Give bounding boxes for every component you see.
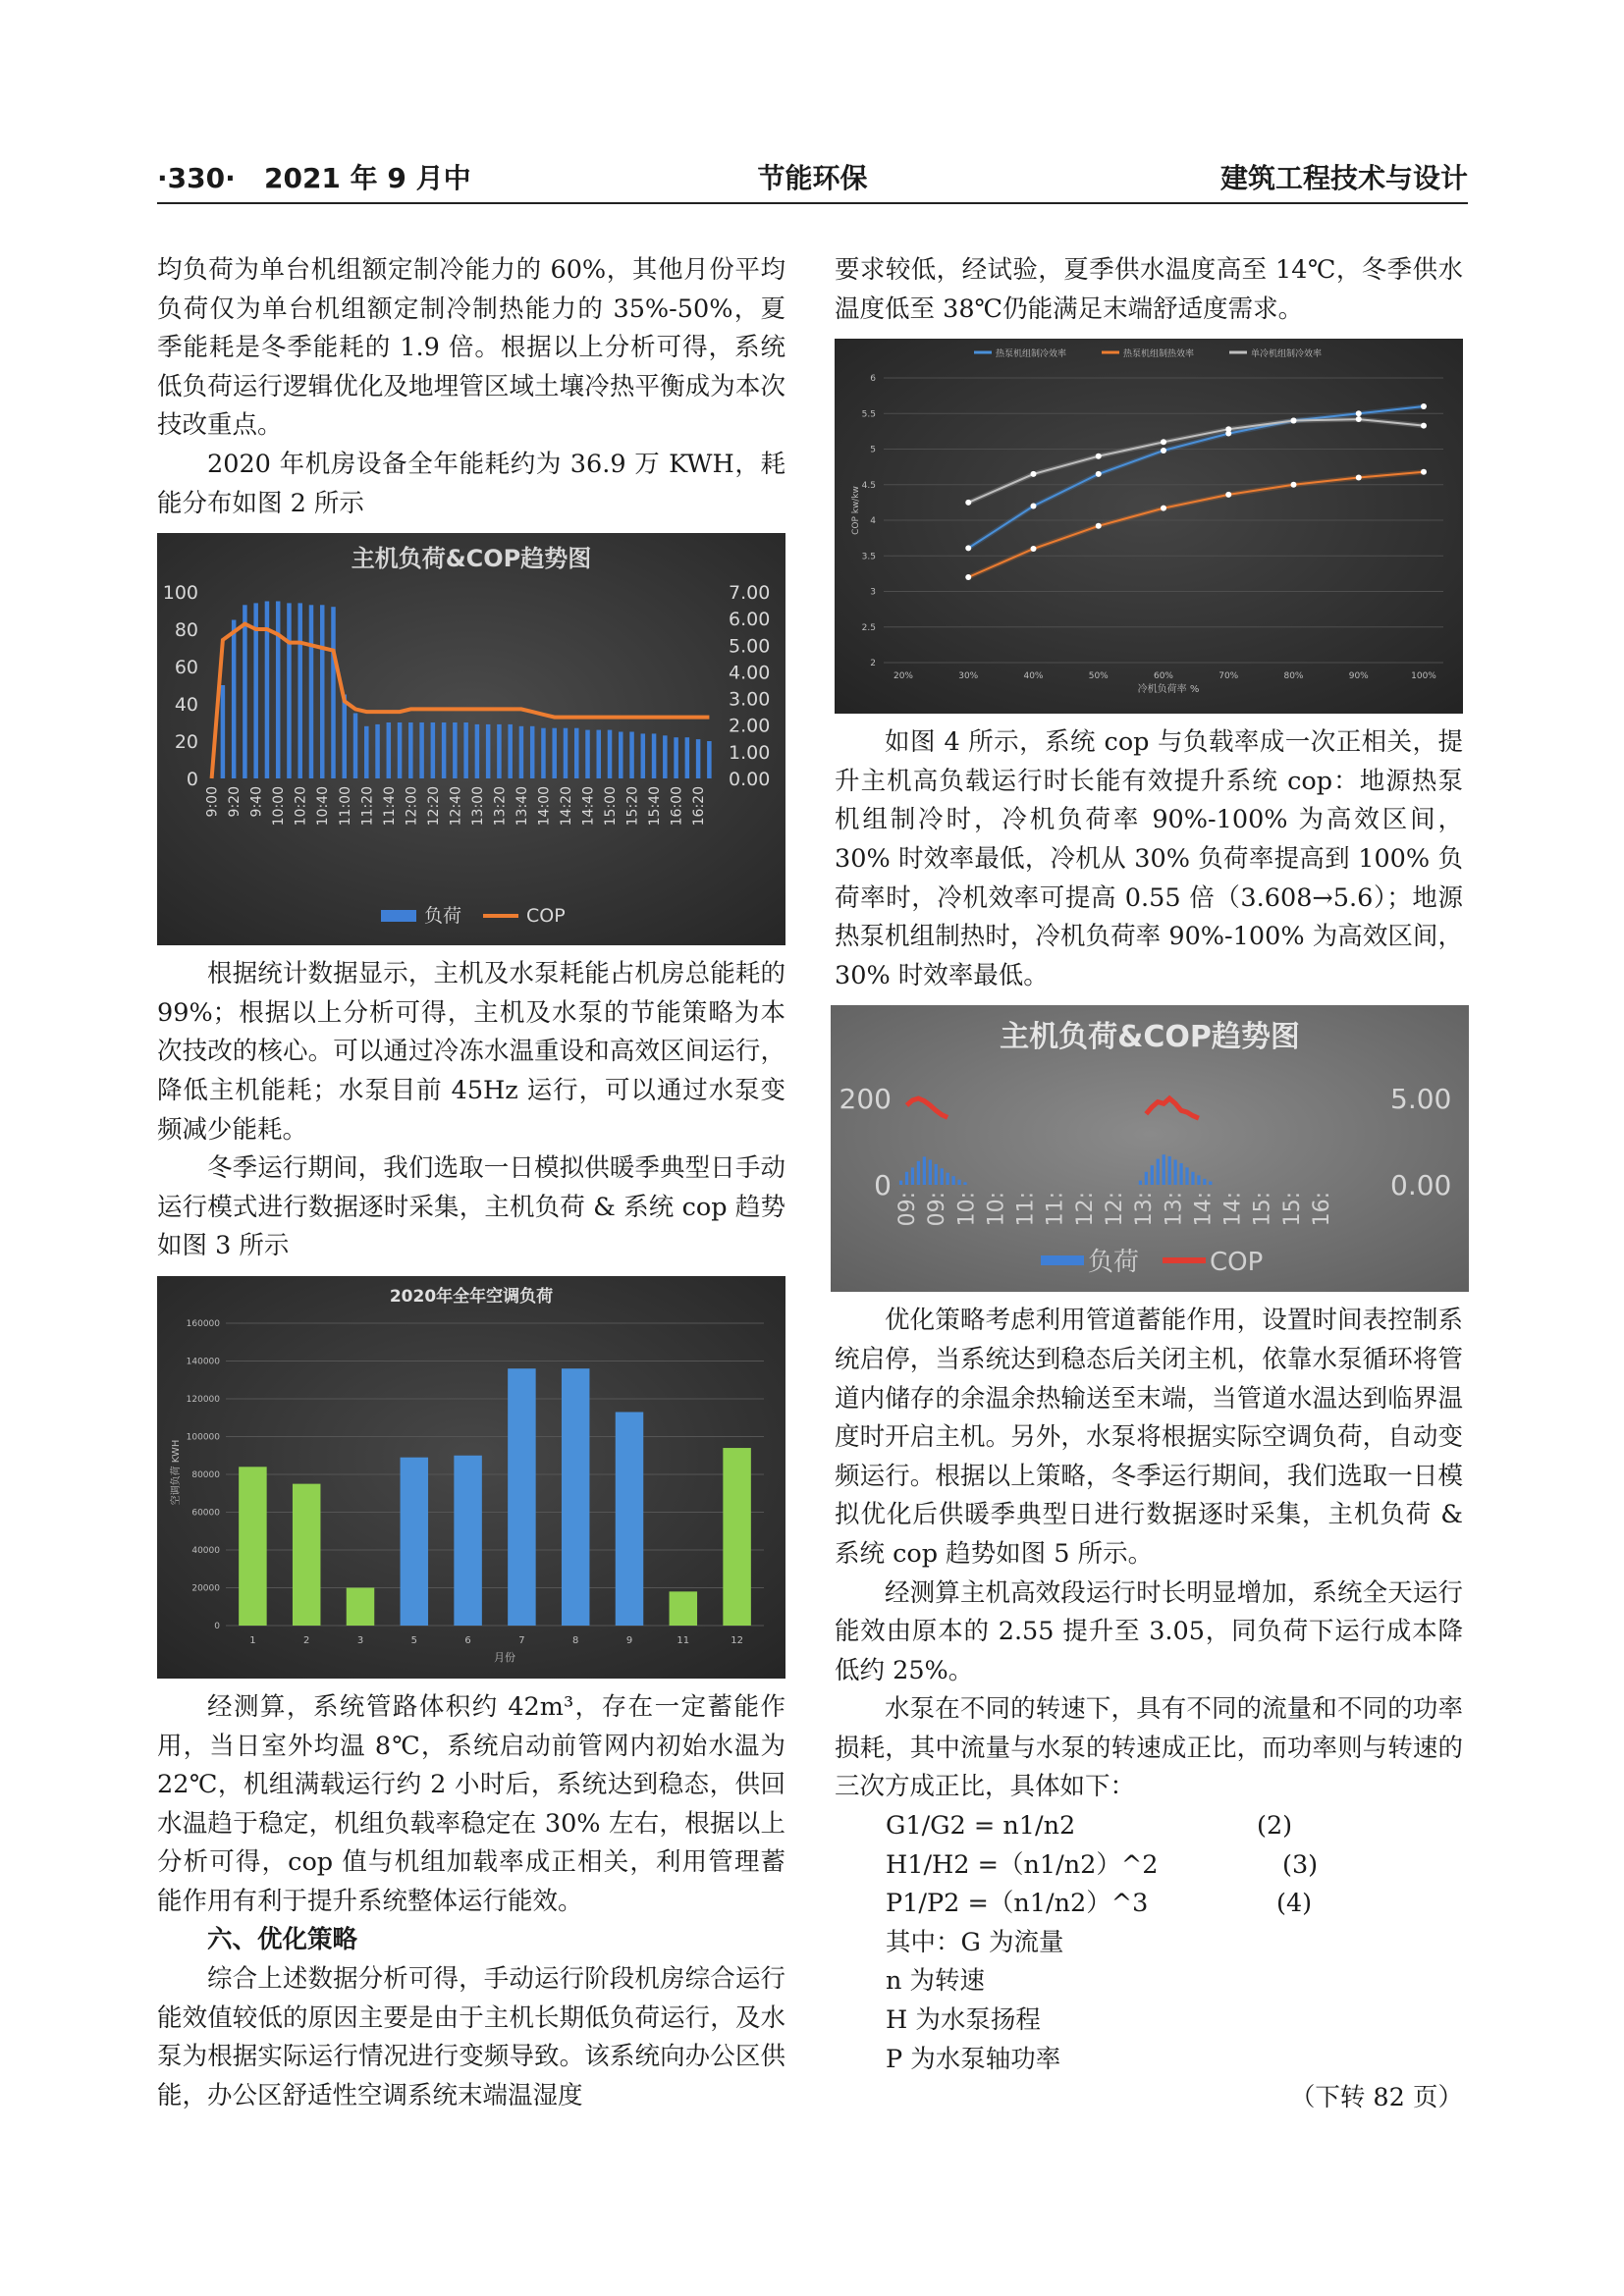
chart-title: 主机负荷&COP趋势图 bbox=[351, 545, 592, 573]
x-tick-label: 11:00 bbox=[337, 786, 353, 827]
series-point bbox=[1291, 418, 1297, 424]
load-bar bbox=[574, 728, 579, 778]
y-tick-label: 5 bbox=[870, 445, 876, 455]
y-tick-label: 200 bbox=[839, 1083, 892, 1116]
load-bar bbox=[486, 724, 491, 778]
series-point bbox=[1356, 416, 1362, 422]
y-tick-label: 100 bbox=[162, 582, 198, 605]
x-tick-label: 100% bbox=[1411, 671, 1436, 682]
load-bar bbox=[619, 732, 623, 779]
paragraph: 2020 年机房设备全年能耗约为 36.9 万 KWH，耗能分布如图 2 所示 bbox=[157, 449, 785, 518]
load-bar bbox=[929, 1160, 932, 1186]
x-tick-label: 9:00 bbox=[204, 786, 221, 818]
x-tick-label: 10: bbox=[984, 1192, 1009, 1227]
legend-label-chiller: 单冷机组制冷效率 bbox=[1251, 349, 1323, 360]
paragraph: 经测算，系统管路体积约 42m³，存在一定蓄能作用，当日室外均温 8℃，系统启动前管网内初始水温为 22℃，机组满载运行约 2 小时后，系统达到稳态，供回水温趋于稳定，机组负载率稳定在 30% 左右，根据以上分析可得，cop 值与机组加载率成正相关，利用管理蓄能作用有利于提升系统整体运行能效。 bbox=[157, 1691, 785, 1916]
legend-swatch-load bbox=[381, 910, 416, 922]
series-point bbox=[965, 546, 971, 552]
load-bar bbox=[331, 607, 336, 778]
load-bar bbox=[320, 605, 325, 778]
load-bar bbox=[923, 1157, 926, 1186]
load-bar bbox=[353, 714, 358, 779]
chart-annual-ac-load bbox=[157, 1276, 785, 1679]
load-bar bbox=[685, 737, 690, 778]
y-tick-label: 0 bbox=[186, 769, 198, 791]
y-tick-label: 120000 bbox=[186, 1394, 220, 1405]
paragraph: 优化策略考虑利用管道蓄能作用，设置时间表控制系统启停，当系统达到稳态后关闭主机，依靠水泵循环将管道内储存的余温余热输送至末端，当管道水温达到临界温度时开启主机。另外，水泵将根据实际空调负荷，自动变频运行。根据以上策略，冬季运行期间，我们选取一日模拟优化后供暖季典型日进行数据逐时采集，主机负荷 & 系统 cop 趋势如图 5 所示。 bbox=[835, 1306, 1463, 1569]
load-bar bbox=[585, 730, 590, 778]
load-bar bbox=[541, 728, 546, 778]
series-point bbox=[1161, 439, 1166, 445]
paragraph: 根据统计数据显示，主机及水泵耗能占机房总能耗的 99%；根据以上分析可得，主机及水泵的节能策略为本次技改的核心。可以通过冷冻水温重设和高效区间运行，降低主机能耗；水泵目前 45Hz 运行，可以通过水泵变频减少能耗。 bbox=[157, 959, 785, 1145]
y2-tick-label: 3.00 bbox=[729, 688, 771, 711]
y-axis-label: COP kw/kw bbox=[851, 486, 861, 536]
equation-number: (2) bbox=[1257, 1811, 1293, 1842]
equation-3 bbox=[835, 1846, 1463, 1886]
x-tick-label: 10:20 bbox=[293, 786, 309, 827]
variable-note: P 为水泵轴功率 bbox=[886, 2044, 1061, 2074]
x-tick-label: 50% bbox=[1088, 671, 1109, 682]
month-bar bbox=[401, 1458, 428, 1626]
x-tick-label: 10:00 bbox=[271, 786, 288, 827]
series-point bbox=[1096, 471, 1102, 477]
load-bar bbox=[564, 728, 568, 778]
series-point bbox=[1096, 523, 1102, 529]
legend-label-cop: COP bbox=[526, 905, 566, 928]
x-tick-label: 16:20 bbox=[691, 786, 708, 827]
load-bar bbox=[1185, 1168, 1188, 1186]
paragraph: 均负荷为单台机组额定制冷能力的 60%，其他月份平均负荷仅为单台机组额定制冷制热能力的 35%-50%，夏季能耗是冬季能耗的 1.9 倍。根据以上分析可得，系统低负荷运行逻辑优化及地埋管区域土壤冷热平衡成为本次技改重点。 bbox=[157, 255, 785, 441]
load-bar bbox=[1173, 1160, 1176, 1186]
x-tick-label: 11: bbox=[1043, 1192, 1068, 1227]
y-axis-ticks bbox=[187, 1319, 221, 1631]
right-column bbox=[835, 251, 1463, 2118]
load-bar bbox=[287, 604, 292, 779]
equation-2 bbox=[835, 1807, 1463, 1846]
x-tick-label: 30% bbox=[958, 671, 979, 682]
series-point bbox=[1421, 469, 1427, 475]
page-number: ·330· bbox=[157, 162, 236, 194]
x-tick-label: 80% bbox=[1283, 671, 1304, 682]
x-tick-label: 15:20 bbox=[624, 786, 641, 827]
y-tick-label: 4 bbox=[870, 516, 876, 527]
left-column bbox=[157, 251, 785, 2115]
load-bar bbox=[519, 726, 524, 778]
series-point bbox=[965, 574, 971, 580]
x-tick-label: 12:00 bbox=[404, 786, 420, 827]
equation-number: (4) bbox=[1276, 1889, 1313, 1919]
load-bar bbox=[453, 722, 458, 778]
y-tick-label: 80000 bbox=[191, 1469, 220, 1480]
x-tick-label: 13:20 bbox=[492, 786, 509, 827]
paragraph: 要求较低，经试验，夏季供水温度高至 14℃，冬季供水温度低至 38℃仍能满足末端舒适度需求。 bbox=[835, 255, 1463, 324]
load-bar bbox=[951, 1177, 954, 1186]
x-tick-label: 09: bbox=[925, 1192, 950, 1227]
y-tick-label: 40000 bbox=[191, 1545, 220, 1556]
load-bar bbox=[364, 726, 369, 778]
x-tick-label: 15:00 bbox=[603, 786, 620, 827]
x-tick-label: 14:20 bbox=[558, 786, 574, 827]
month-bar bbox=[508, 1368, 535, 1626]
chart-load-cop-trend-optimized bbox=[831, 1005, 1469, 1292]
load-bar bbox=[375, 724, 380, 778]
load-bar bbox=[475, 724, 480, 778]
y-tick-label: 2 bbox=[870, 659, 876, 669]
load-bar bbox=[398, 722, 403, 778]
load-bar bbox=[298, 604, 302, 779]
y-tick-label: 0 bbox=[214, 1621, 220, 1631]
x-tick-label: 11:40 bbox=[381, 786, 398, 827]
x-tick-label: 11: bbox=[1013, 1192, 1039, 1227]
load-bar bbox=[1157, 1159, 1160, 1185]
variable-note: 其中：G 为流量 bbox=[886, 1927, 1064, 1957]
series-point bbox=[1291, 482, 1297, 488]
x-tick-label: 12 bbox=[731, 1634, 743, 1646]
x-tick-label: 6 bbox=[464, 1634, 471, 1646]
y-tick-label: 3.5 bbox=[861, 552, 876, 562]
load-bar bbox=[963, 1183, 966, 1186]
load-bar bbox=[947, 1173, 949, 1185]
load-bar bbox=[941, 1169, 944, 1186]
y-tick-label: 5.5 bbox=[861, 409, 876, 420]
x-tick-label: 16: bbox=[1309, 1192, 1334, 1227]
x-axis-ticks bbox=[893, 671, 1436, 681]
chart-load-cop-trend bbox=[157, 533, 785, 945]
x-tick-label: 13: bbox=[1162, 1192, 1187, 1227]
paragraph: 水泵在不同的转速下，具有不同的流量和不同的功率损耗，其中流量与水泵的转速成正比，而功率则与转速的三次方成正比，具体如下： bbox=[835, 1694, 1463, 1802]
y-tick-label: 80 bbox=[174, 619, 198, 642]
x-tick-label: 15:40 bbox=[647, 786, 664, 827]
load-bar bbox=[935, 1164, 938, 1185]
y-tick-label: 2.5 bbox=[861, 622, 876, 633]
legend-swatch-load bbox=[1041, 1255, 1084, 1265]
load-bar bbox=[309, 605, 314, 778]
x-axis-label: 月份 bbox=[494, 1650, 515, 1664]
load-bar bbox=[899, 1181, 902, 1185]
x-tick-label: 2 bbox=[303, 1634, 310, 1646]
load-bar bbox=[707, 741, 712, 778]
series-point bbox=[1356, 475, 1362, 481]
load-bar bbox=[552, 728, 557, 778]
load-bar bbox=[1168, 1156, 1171, 1185]
variable-note: H 为水泵扬程 bbox=[886, 2005, 1041, 2036]
load-bar bbox=[1209, 1182, 1212, 1186]
load-bar bbox=[232, 620, 237, 779]
load-bar bbox=[641, 734, 646, 779]
series-point bbox=[1161, 506, 1166, 511]
load-bar bbox=[957, 1180, 960, 1185]
month-bar bbox=[347, 1587, 374, 1626]
month-bar bbox=[293, 1484, 320, 1626]
paragraph: 经测算主机高效段运行时长明显增加，系统全天运行能效由原本的 2.55 提升至 3.05，同负荷下运行成本降低约 25%。 bbox=[835, 1577, 1463, 1685]
load-bar bbox=[629, 732, 634, 779]
series-point bbox=[1031, 504, 1037, 509]
y-tick-label: 100000 bbox=[186, 1432, 220, 1443]
load-bar bbox=[463, 722, 468, 778]
section-heading: 六、优化策略 bbox=[207, 1925, 358, 1955]
series-point bbox=[1421, 423, 1427, 429]
issue-date: 2021 年 9 月中 bbox=[263, 162, 471, 194]
x-tick-label: 13: bbox=[1132, 1192, 1158, 1227]
load-bar bbox=[343, 695, 348, 779]
x-axis-ticks bbox=[205, 786, 707, 826]
y2-tick-label: 1.00 bbox=[729, 742, 771, 765]
y-tick-label: 160000 bbox=[186, 1318, 220, 1329]
x-tick-label: 90% bbox=[1348, 671, 1369, 682]
y-tick-label: 20 bbox=[174, 731, 198, 754]
load-bar bbox=[276, 602, 281, 779]
load-bar bbox=[911, 1168, 914, 1186]
month-bar bbox=[670, 1591, 697, 1626]
x-tick-label: 20% bbox=[893, 671, 914, 682]
y-tick-label: 60000 bbox=[191, 1508, 220, 1519]
x-tick-label: 3 bbox=[356, 1634, 364, 1646]
section-title: 节能环保 bbox=[757, 162, 868, 194]
y-tick-label: 3 bbox=[870, 587, 876, 598]
x-tick-label: 14:40 bbox=[580, 786, 597, 827]
x-tick-label: 15: bbox=[1250, 1192, 1275, 1227]
x-tick-label: 8 bbox=[572, 1634, 579, 1646]
y-tick-label: 40 bbox=[174, 694, 198, 717]
y2-tick-label: 7.00 bbox=[729, 582, 771, 605]
x-tick-label: 14: bbox=[1220, 1192, 1246, 1227]
load-bar bbox=[1139, 1181, 1142, 1185]
load-bar bbox=[243, 605, 247, 778]
equation-number: (3) bbox=[1282, 1849, 1319, 1880]
x-tick-label: 11 bbox=[677, 1634, 690, 1646]
chart-background bbox=[835, 339, 1463, 714]
series-point bbox=[1225, 426, 1231, 432]
x-tick-label: 70% bbox=[1218, 671, 1239, 682]
load-bar bbox=[442, 722, 447, 778]
load-bar bbox=[608, 730, 613, 778]
series-point bbox=[965, 500, 971, 506]
load-bar bbox=[674, 737, 678, 778]
series-point bbox=[1356, 410, 1362, 416]
x-axis-ticks bbox=[895, 1192, 1334, 1226]
chart-title: 主机负荷&COP趋势图 bbox=[1000, 1020, 1300, 1055]
y2-tick-label: 5.00 bbox=[1390, 1083, 1452, 1116]
series-point bbox=[1421, 403, 1427, 409]
equation-text: H1/H2 =（n1/n2）^2 bbox=[886, 1849, 1159, 1880]
legend-label-cop: COP bbox=[1210, 1248, 1264, 1278]
y-tick-label: 20000 bbox=[191, 1583, 220, 1594]
month-bar bbox=[723, 1448, 750, 1626]
y-tick-label: 4.5 bbox=[861, 480, 876, 491]
month-bar bbox=[562, 1368, 589, 1626]
load-bar bbox=[1203, 1179, 1206, 1185]
x-tick-label: 11:20 bbox=[359, 786, 376, 827]
variable-note: n 为转速 bbox=[886, 1966, 986, 1997]
load-bar bbox=[696, 739, 701, 778]
continued-note: （下转 82 页） bbox=[1289, 2083, 1463, 2113]
page-header bbox=[157, 157, 1468, 204]
x-tick-label: 12: bbox=[1072, 1192, 1098, 1227]
y2-tick-label: 0.00 bbox=[729, 769, 771, 791]
equation-4 bbox=[835, 1885, 1463, 1924]
load-bar bbox=[1145, 1172, 1148, 1185]
chart-cop-vs-load-rate bbox=[835, 339, 1463, 714]
y2-tick-label: 5.00 bbox=[729, 635, 771, 658]
x-tick-label: 14:00 bbox=[536, 786, 553, 827]
month-bar bbox=[239, 1467, 266, 1626]
month-bar bbox=[454, 1456, 481, 1626]
series-point bbox=[1031, 471, 1037, 477]
y2-tick-label: 2.00 bbox=[729, 715, 771, 737]
load-bar bbox=[221, 685, 226, 778]
x-tick-label: 13:00 bbox=[469, 786, 486, 827]
load-bar bbox=[431, 722, 436, 778]
y-axis-label: 空调负荷 KWH bbox=[171, 1439, 182, 1506]
y-tick-label: 6 bbox=[870, 374, 876, 385]
x-tick-label: 13:40 bbox=[514, 786, 530, 827]
legend-label-load: 负荷 bbox=[1088, 1248, 1140, 1278]
legend-label-heating: 热泵机组制热效率 bbox=[1123, 349, 1195, 360]
legend-label-load: 负荷 bbox=[424, 905, 462, 928]
journal-title: 建筑工程技术与设计 bbox=[1219, 162, 1468, 194]
x-tick-label: 16:00 bbox=[669, 786, 685, 827]
x-tick-label: 40% bbox=[1023, 671, 1044, 682]
x-tick-label: 9 bbox=[625, 1634, 633, 1646]
x-tick-label: 15: bbox=[1279, 1192, 1305, 1227]
load-bar bbox=[597, 730, 602, 778]
load-bar bbox=[387, 722, 392, 778]
header-rule bbox=[157, 202, 1468, 204]
x-tick-label: 5 bbox=[410, 1634, 417, 1646]
load-bar bbox=[408, 722, 413, 778]
series-point bbox=[1031, 546, 1037, 552]
x-tick-label: 10:40 bbox=[315, 786, 332, 827]
x-tick-label: 9:40 bbox=[248, 786, 265, 818]
y-tick-label: 0 bbox=[874, 1169, 892, 1202]
load-bar bbox=[905, 1172, 908, 1185]
load-bar bbox=[652, 734, 657, 779]
load-bar bbox=[419, 722, 424, 778]
x-tick-label: 14: bbox=[1191, 1192, 1217, 1227]
x-tick-label: 10: bbox=[954, 1192, 980, 1227]
paragraph: 如图 4 所示，系统 cop 与负载率成一次正相关，提升主机高负载运行时长能有效提升系统 cop：地源热泵机组制冷时，冷机负荷率 90%-100% 为高效区间，30% 时效率最低，冷机从 30% 负荷率提高到 100% 负荷率时，冷机效率可提高 0.55 倍（3.608→5.6）；地源热泵机组制热时，冷机负荷率 90%-100% 为高效区间，30% 时效率最低。 bbox=[835, 727, 1463, 990]
load-bar bbox=[530, 726, 535, 778]
series-point bbox=[1096, 454, 1102, 459]
x-tick-label: 09: bbox=[895, 1192, 921, 1227]
chart-legend bbox=[974, 347, 1322, 359]
x-axis-label: 冷机负荷率 % bbox=[1137, 684, 1200, 696]
x-tick-label: 12: bbox=[1103, 1192, 1127, 1227]
x-tick-label: 60% bbox=[1153, 671, 1174, 682]
load-bar bbox=[1179, 1163, 1182, 1185]
chart-background bbox=[157, 533, 785, 945]
load-bar bbox=[663, 735, 668, 778]
load-bar bbox=[1151, 1166, 1154, 1186]
x-tick-label: 1 bbox=[249, 1634, 256, 1646]
x-tick-label: 12:20 bbox=[425, 786, 442, 827]
y2-tick-label: 0.00 bbox=[1390, 1169, 1452, 1202]
y2-tick-label: 4.00 bbox=[729, 662, 771, 684]
x-tick-label: 9:20 bbox=[227, 786, 244, 818]
y2-tick-label: 6.00 bbox=[729, 609, 771, 631]
load-bar bbox=[1163, 1155, 1165, 1186]
load-bar bbox=[917, 1161, 920, 1185]
y-tick-label: 140000 bbox=[186, 1357, 220, 1367]
load-bar bbox=[1197, 1176, 1200, 1186]
load-bar bbox=[1191, 1172, 1194, 1185]
series-point bbox=[1225, 492, 1231, 498]
load-bar bbox=[508, 724, 513, 778]
paragraph: 综合上述数据分析可得，手动运行阶段机房综合运行能效值较低的原因主要是由于主机长期低负荷运行，及水泵为根据实际运行情况进行变频导致。该系统向办公区供能，办公区舒适性空调系统末端温湿度 bbox=[157, 1964, 785, 2110]
x-tick-label: 12:40 bbox=[448, 786, 464, 827]
x-tick-label: 7 bbox=[518, 1634, 525, 1646]
chart-title: 2020年全年空调负荷 bbox=[389, 1286, 554, 1307]
equation-text: G1/G2 = n1/n2 bbox=[886, 1811, 1076, 1842]
legend-label-cooling: 热泵机组制冷效率 bbox=[996, 349, 1067, 360]
load-bar bbox=[497, 724, 502, 778]
y-tick-label: 60 bbox=[174, 657, 198, 679]
series-point bbox=[1161, 448, 1166, 454]
month-bar bbox=[616, 1412, 643, 1626]
paragraph: 冬季运行期间，我们选取一日模拟供暖季典型日手动运行模式进行数据逐时采集，主机负荷 & 系统 cop 趋势如图 3 所示 bbox=[157, 1153, 785, 1261]
equation-text: P1/P2 =（n1/n2）^3 bbox=[886, 1889, 1149, 1919]
